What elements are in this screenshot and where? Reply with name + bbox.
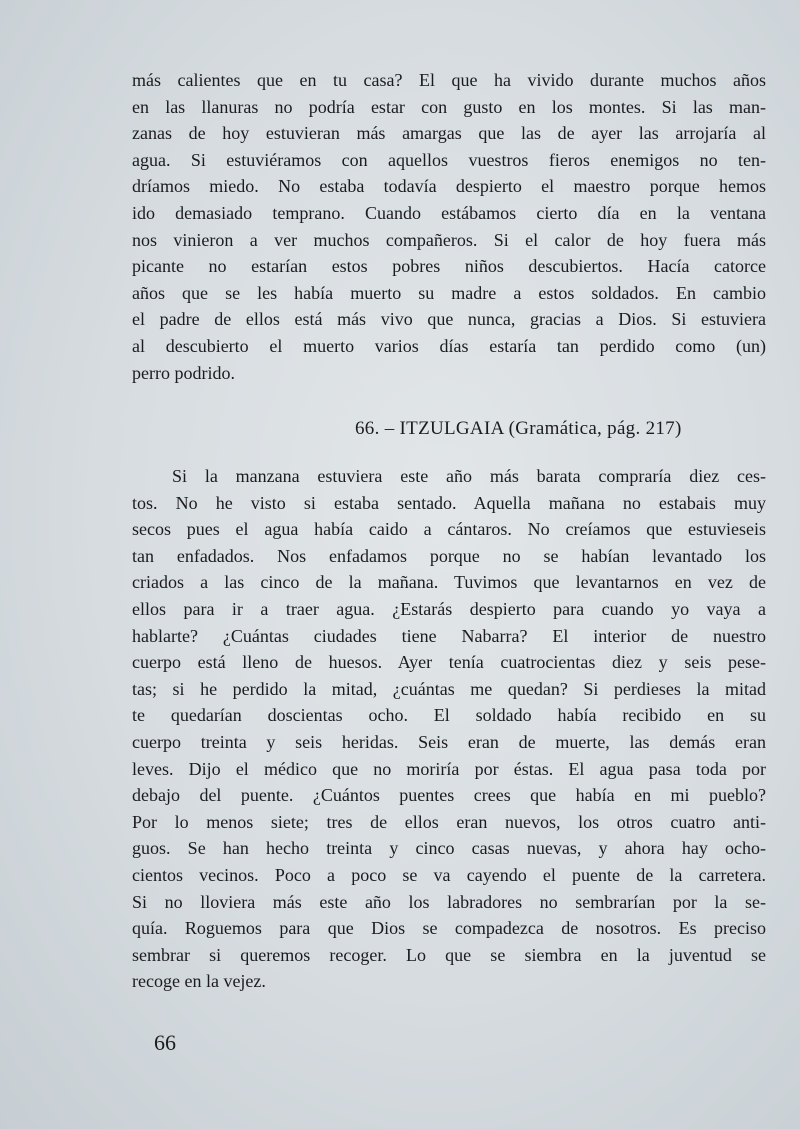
text-line [172,465,766,487]
text-line-content: perro podrido. [132,362,235,383]
text-line [132,518,766,540]
text-line [132,282,766,304]
text-line [132,492,766,514]
text-line [132,598,766,620]
text-line [132,864,766,886]
text-line-content: cuerpo treinta y seis heridas. Seis eran de muerte, las demás eran [132,732,766,752]
text-line-content: hablarte? ¿Cuántas ciudades tiene Nabarra? El interior de nuestro [132,625,766,646]
text-line-content: debajo del puente. ¿Cuántos puentes crees que había en mi pueblo? [132,785,766,806]
text-line [132,175,766,197]
text-line-content: Si no lloviera más este año los labradores no sembrarían por la se- [132,891,766,912]
text-line [132,149,766,171]
text-line [132,69,766,91]
text-line-content: años que se les había muerto su madre a estos soldados. En cambio [132,282,766,303]
text-line [132,837,766,859]
text-line [132,362,766,384]
text-line [132,891,766,913]
text-line [132,758,766,780]
text-line [132,811,766,833]
text-line [132,970,766,992]
text-line [132,704,766,726]
text-line-content: agua. Si estuviéramos con aquellos vuestros fieros enemigos no ten- [132,149,766,170]
text-line-content: tas; si he perdido la mitad, ¿cuántas me quedan? Si perdieses la mitad [132,678,766,699]
text-line-content: tan enfadados. Nos enfadamos porque no se habían levantado los [132,545,766,566]
text-line-content: dríamos miedo. No estaba todavía despierto el maestro porque hemos [132,176,766,197]
text-line [132,122,766,144]
text-line-content: recoge en la vejez. [132,971,266,992]
text-line-content: Por lo menos siete; tres de ellos eran nuevos, los otros cuatro anti- [132,811,766,832]
text-line [132,944,766,966]
text-line-content: cientos vecinos. Poco a poco se va cayendo el puente de la carretera. [132,865,766,885]
text-line [132,917,766,939]
text-line-content: Si la manzana estuviera este año más barata compraría diez ces- [172,466,766,486]
text-line-content: en las llanuras no podría estar con gusto en los montes. Si las man- [132,96,766,117]
text-line [132,784,766,806]
text-line [132,625,766,647]
text-line-content: te quedarían doscientas ocho. El soldado había recibido en su [132,705,766,726]
text-line-content: cuerpo está lleno de huesos. Ayer tenía cuatrocientas diez y seis pese- [132,652,766,673]
text-line-content: ido demasiado temprano. Cuando estábamos cierto día en la ventana [132,203,766,223]
text-line [132,255,766,277]
text-line-content: nos vinieron a ver muchos compañeros. Si el calor de hoy fuera más [132,229,766,250]
text-line [132,229,766,251]
text-line [132,571,766,593]
text-line-content: picante no estarían estos pobres niños descubiertos. Hacía catorce [132,256,766,277]
text-line-content: ellos para ir a traer agua. ¿Estarás despierto para cuando yo vaya a [132,599,766,619]
text-line-content: el padre de ellos está más vivo que nunca, gracias a Dios. Si estuviera [132,309,766,330]
text-line-content: zanas de hoy estuvieran más amargas que las de ayer las arrojaría al [132,123,766,144]
page-number: 66 [154,1030,176,1055]
text-line-content: leves. Dijo el médico que no moriría por éstas. El agua pasa toda por [132,758,766,779]
text-line-content: quía. Roguemos para que Dios se compadezca de nosotros. Es preciso [132,918,766,939]
text-line [132,678,766,700]
section-heading: 66. – ITZULGAIA (Gramática, pág. 217) [355,418,682,439]
text-line-content: tos. No he visto si estaba sentado. Aquella mañana no estabais muy [132,492,766,513]
text-line-content: secos pues el agua había caido a cántaros. No creíamos que estuvieseis [132,519,766,540]
text-line-content: criados a las cinco de la mañana. Tuvimos que levantarnos en vez de [132,572,766,593]
text-line [132,308,766,330]
text-line-content: al descubierto el muerto varios días estaría tan perdido como (un) [132,336,766,356]
text-line [132,96,766,118]
text-line-content: sembrar si queremos recoger. Lo que se siembra en la juventud se [132,944,766,965]
text-line [132,731,766,753]
text-line [132,335,766,357]
text-line [132,202,766,224]
text-line-content: guos. Se han hecho treinta y cinco casas nuevas, y ahora hay ocho- [132,838,766,859]
text-line [132,545,766,567]
text-line [132,651,766,673]
text-line-content: más calientes que en tu casa? El que ha vivido durante muchos años [132,70,766,90]
